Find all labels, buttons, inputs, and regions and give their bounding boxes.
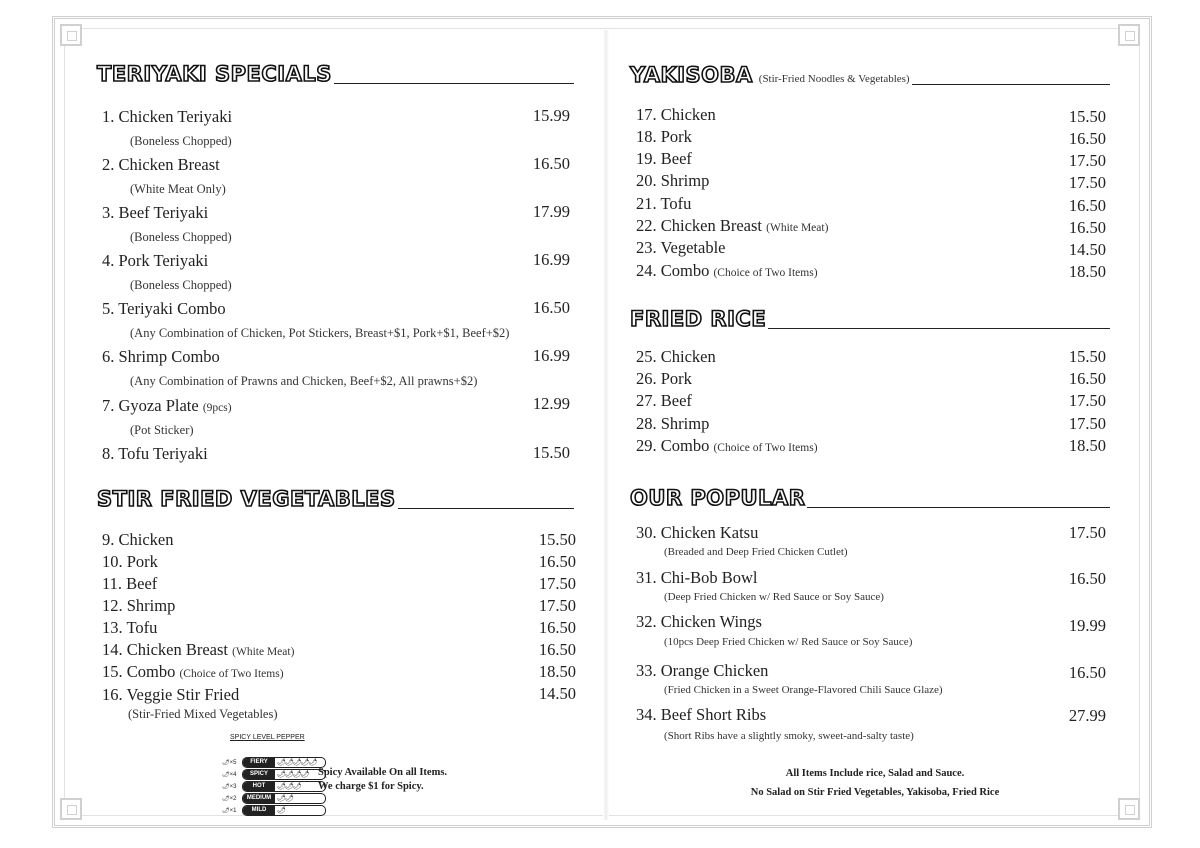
item-note: (White Meat) xyxy=(232,646,295,658)
item-name: 16. Veggie Stir Fried xyxy=(102,685,240,704)
item-name: 32. Chicken Wings xyxy=(636,612,762,631)
section-subtitle: (Stir-Fried Noodles & Vegetables) xyxy=(758,73,910,85)
spicy-level-row xyxy=(222,769,326,779)
menu-item xyxy=(636,371,692,388)
header-rule xyxy=(807,507,1110,508)
corner-ornament xyxy=(60,24,82,46)
item-price: 16.50 xyxy=(1068,129,1106,148)
item-name: 20. Shrimp xyxy=(636,171,710,190)
item-price: 16.50 xyxy=(538,640,576,659)
spicy-level-badge xyxy=(242,793,326,804)
item-price: 17.50 xyxy=(1068,414,1106,433)
item-price: 15.99 xyxy=(532,106,570,125)
menu-item xyxy=(102,446,208,463)
spicy-level-label: MEDIUM xyxy=(243,794,275,803)
spicy-level-label: FIERY xyxy=(243,758,275,767)
item-name: 24. Combo xyxy=(636,261,710,280)
menu-item xyxy=(102,157,220,174)
pepper-icon: 🌶🌶 xyxy=(277,794,293,802)
spicy-level-title: SPICY LEVEL PEPPER xyxy=(230,734,305,741)
menu-item xyxy=(102,642,294,659)
pepper-icon: 🌶🌶🌶🌶 xyxy=(277,770,309,778)
item-name: 31. Chi-Bob Bowl xyxy=(636,568,758,587)
item-price: 17.50 xyxy=(1068,523,1106,542)
header-rule xyxy=(912,84,1110,85)
item-description: (10pcs Deep Fried Chicken w/ Red Sauce or Soy Sauce) xyxy=(664,636,913,648)
spicy-level-row xyxy=(222,757,326,767)
item-price: 15.50 xyxy=(538,530,576,549)
menu-item xyxy=(102,532,174,549)
item-price: 16.50 xyxy=(1068,569,1106,588)
pepper-multiplier: 🌶×1 xyxy=(222,807,237,814)
corner-ornament xyxy=(60,798,82,820)
item-description: (Breaded and Deep Fried Chicken Cutlet) xyxy=(664,546,848,558)
section-header-yakisoba xyxy=(630,65,1110,86)
item-price: 16.50 xyxy=(1068,369,1106,388)
item-name: 15. Combo xyxy=(102,662,176,681)
corner-ornament xyxy=(1118,24,1140,46)
spicy-level-label: SPICY xyxy=(243,770,275,779)
item-note: (White Meat) xyxy=(766,222,829,234)
item-name: 17. Chicken xyxy=(636,105,716,124)
menu-item xyxy=(636,173,709,190)
item-name: 22. Chicken Breast xyxy=(636,216,763,235)
header-rule xyxy=(768,328,1110,329)
menu-item xyxy=(636,263,818,280)
item-description: (Boneless Chopped) xyxy=(130,134,232,148)
item-description: (Any Combination of Prawns and Chicken, Beef+$2, All prawns+$2) xyxy=(130,374,478,388)
item-name: 26. Pork xyxy=(636,369,692,388)
item-price: 16.50 xyxy=(532,298,570,317)
menu-item xyxy=(102,554,158,571)
menu-item xyxy=(102,576,157,593)
menu-item xyxy=(102,664,284,681)
menu-item xyxy=(636,151,692,168)
pepper-icon: 🌶 xyxy=(277,806,285,814)
item-price: 15.50 xyxy=(1068,347,1106,366)
menu-item xyxy=(636,663,768,680)
item-price: 17.50 xyxy=(1068,151,1106,170)
header-rule xyxy=(334,83,574,84)
item-name: 18. Pork xyxy=(636,127,692,146)
menu-item xyxy=(636,107,716,124)
section-header-fried-rice xyxy=(630,309,1110,330)
item-price: 18.50 xyxy=(1068,436,1106,455)
item-note: (9pcs) xyxy=(202,402,232,414)
menu-item xyxy=(636,129,692,146)
item-note: (Choice of Two Items) xyxy=(179,668,284,680)
item-name: 13. Tofu xyxy=(102,618,158,637)
item-description: (Stir-Fried Mixed Vegetables) xyxy=(128,707,278,721)
menu-item xyxy=(636,349,716,366)
item-name: 14. Chicken Breast xyxy=(102,640,229,659)
pepper-multiplier: 🌶×3 xyxy=(222,783,237,790)
item-description: (Boneless Chopped) xyxy=(130,278,232,292)
section-title: TERIYAKI SPECIALS xyxy=(97,62,332,86)
item-price: 15.50 xyxy=(1068,107,1106,126)
item-price: 16.50 xyxy=(1068,218,1106,237)
menu-item xyxy=(636,438,818,455)
item-price: 14.50 xyxy=(538,684,576,703)
item-price: 17.50 xyxy=(1068,391,1106,410)
item-name: 2. Chicken Breast xyxy=(102,155,220,174)
item-name: 19. Beef xyxy=(636,149,692,168)
spicy-level-row xyxy=(222,793,326,803)
spicy-note-line2: We charge $1 for Spicy. xyxy=(318,781,424,792)
item-name: 25. Chicken xyxy=(636,347,716,366)
menu-item xyxy=(636,393,692,410)
menu-item xyxy=(636,218,828,235)
menu-item xyxy=(102,598,175,615)
item-price: 17.99 xyxy=(532,202,570,221)
item-price: 12.99 xyxy=(532,394,570,413)
item-price: 14.50 xyxy=(1068,240,1106,259)
section-header-popular xyxy=(630,488,1110,509)
item-name: 33. Orange Chicken xyxy=(636,661,769,680)
item-price: 16.50 xyxy=(532,154,570,173)
item-note: (Choice of Two Items) xyxy=(713,267,818,279)
spicy-level-label: HOT xyxy=(243,782,275,791)
item-name: 12. Shrimp xyxy=(102,596,176,615)
item-note: (Choice of Two Items) xyxy=(713,442,818,454)
item-price: 19.99 xyxy=(1068,616,1106,635)
menu-item xyxy=(102,349,220,366)
item-price: 16.50 xyxy=(538,618,576,637)
item-name: 6. Shrimp Combo xyxy=(102,347,220,366)
item-price: 16.99 xyxy=(532,346,570,365)
menu-item xyxy=(636,416,709,433)
item-name: 4. Pork Teriyaki xyxy=(102,251,209,270)
item-description: (Fried Chicken in a Sweet Orange-Flavored Chili Sauce Glaze) xyxy=(664,684,943,696)
item-price: 17.50 xyxy=(538,596,576,615)
item-name: 5. Teriyaki Combo xyxy=(102,299,226,318)
item-name: 21. Tofu xyxy=(636,194,692,213)
footer-note-line2: No Salad on Stir Fried Vegetables, Yakisoba, Fried Rice xyxy=(750,787,1000,798)
item-price: 17.50 xyxy=(538,574,576,593)
item-name: 7. Gyoza Plate xyxy=(102,396,199,415)
item-price: 17.50 xyxy=(1068,173,1106,192)
item-name: 8. Tofu Teriyaki xyxy=(102,444,208,463)
menu-item xyxy=(636,570,757,587)
section-title: STIR FRIED VEGETABLES xyxy=(97,487,396,511)
menu-item xyxy=(636,525,758,542)
spicy-note-line1: Spicy Available On all Items. xyxy=(318,767,448,778)
pepper-multiplier: 🌶×5 xyxy=(222,759,237,766)
item-name: 10. Pork xyxy=(102,552,158,571)
menu-item xyxy=(102,109,232,126)
item-name: 9. Chicken xyxy=(102,530,174,549)
item-name: 34. Beef Short Ribs xyxy=(636,705,767,724)
spicy-level-badge xyxy=(242,805,326,816)
header-rule xyxy=(398,508,574,509)
item-description: (Boneless Chopped) xyxy=(130,230,232,244)
pepper-multiplier: 🌶×4 xyxy=(222,771,237,778)
item-price: 16.50 xyxy=(1068,196,1106,215)
spicy-level-label: MILD xyxy=(243,806,275,815)
menu-item xyxy=(102,398,232,415)
pepper-icon: 🌶🌶🌶🌶🌶 xyxy=(277,758,317,766)
item-name: 1. Chicken Teriyaki xyxy=(102,107,233,126)
item-name: 3. Beef Teriyaki xyxy=(102,203,209,222)
menu-item xyxy=(102,687,239,704)
section-header-teriyaki xyxy=(97,64,574,85)
menu-item xyxy=(102,301,226,318)
item-name: 30. Chicken Katsu xyxy=(636,523,759,542)
pepper-multiplier: 🌶×2 xyxy=(222,795,237,802)
item-name: 28. Shrimp xyxy=(636,414,710,433)
menu-item xyxy=(636,240,726,257)
item-price: 16.50 xyxy=(538,552,576,571)
item-name: 29. Combo xyxy=(636,436,710,455)
menu-item xyxy=(102,253,208,270)
item-price: 18.50 xyxy=(1068,262,1106,281)
corner-ornament xyxy=(1118,798,1140,820)
item-price: 27.99 xyxy=(1068,706,1106,725)
item-description: (Pot Sticker) xyxy=(130,423,194,437)
menu-item xyxy=(636,707,766,724)
item-name: 23. Vegetable xyxy=(636,238,726,257)
pepper-icon: 🌶🌶🌶 xyxy=(277,782,301,790)
item-price: 18.50 xyxy=(538,662,576,681)
menu-item xyxy=(102,620,157,637)
menu-item xyxy=(636,614,762,631)
item-price: 16.50 xyxy=(1068,663,1106,682)
item-description: (Any Combination of Chicken, Pot Stickers, Breast+$1, Pork+$1, Beef+$2) xyxy=(130,326,510,340)
section-title: YAKISOBA xyxy=(630,63,753,87)
spicy-level-badge xyxy=(242,781,326,792)
section-header-stir-fried xyxy=(97,489,574,510)
spicy-level-badge xyxy=(242,757,326,768)
item-description: (White Meat Only) xyxy=(130,182,226,196)
page-fold xyxy=(603,30,609,820)
item-description: (Short Ribs have a slightly smoky, sweet-and-salty taste) xyxy=(664,730,914,742)
item-price: 16.99 xyxy=(532,250,570,269)
item-name: 11. Beef xyxy=(102,574,158,593)
menu-item xyxy=(636,196,691,213)
item-name: 27. Beef xyxy=(636,391,692,410)
spicy-level-row xyxy=(222,781,326,791)
item-price: 15.50 xyxy=(532,443,570,462)
spicy-level-badge xyxy=(242,769,326,780)
section-title: OUR POPULAR xyxy=(630,486,806,510)
menu-item xyxy=(102,205,208,222)
item-description: (Deep Fried Chicken w/ Red Sauce or Soy Sauce) xyxy=(664,591,884,603)
section-title: FRIED RICE xyxy=(630,307,767,331)
footer-note-line1: All Items Include rice, Salad and Sauce. xyxy=(785,768,965,779)
spicy-level-row xyxy=(222,805,326,815)
